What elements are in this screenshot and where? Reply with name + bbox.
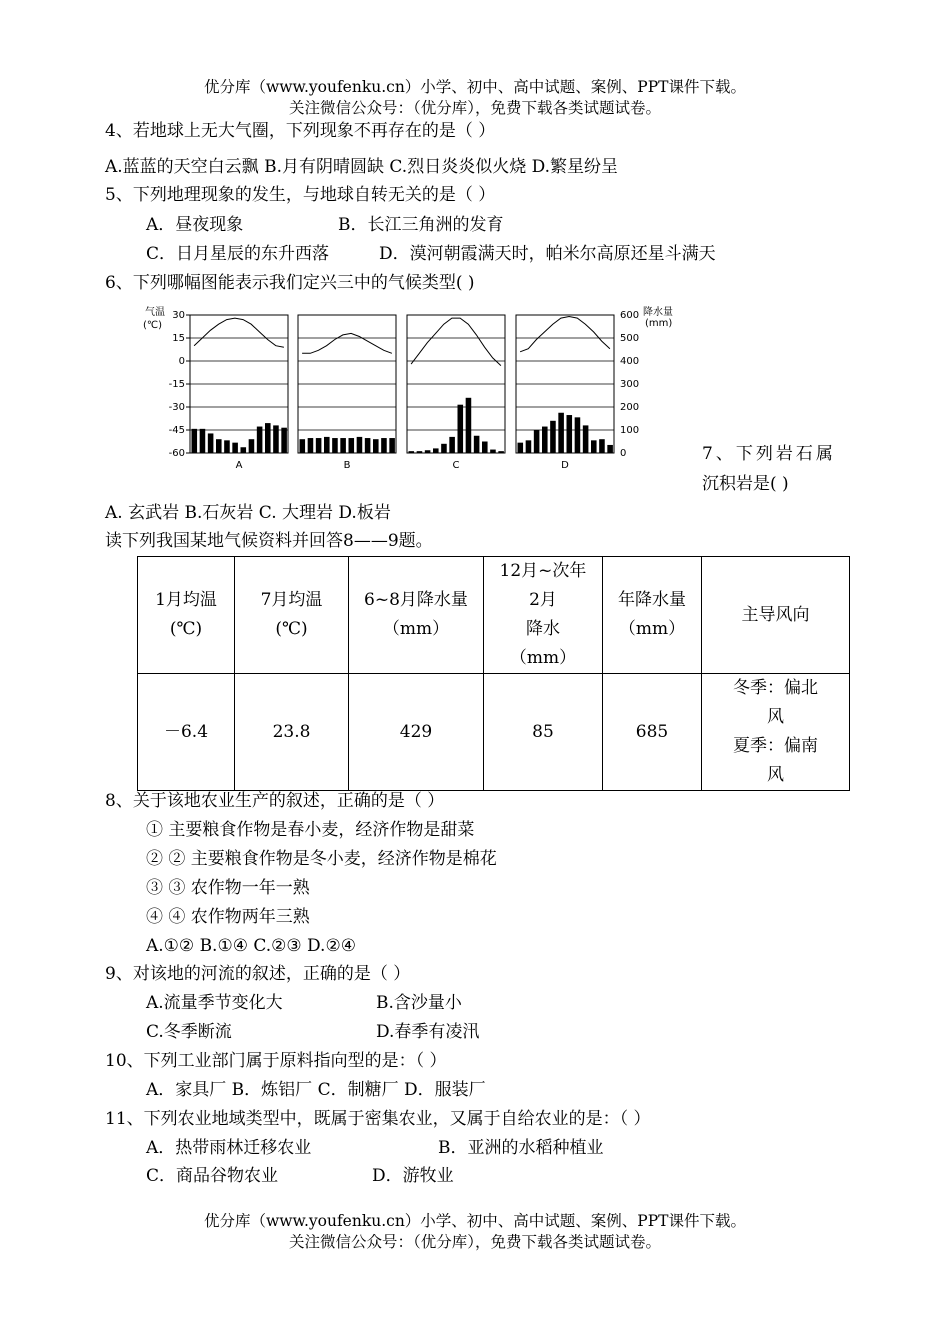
precip-bar <box>558 413 564 453</box>
temp-tick-label: 15 <box>172 333 185 344</box>
q5-option-a: A．昼夜现象 <box>146 215 244 235</box>
precip-tick-label: 500 <box>620 333 640 344</box>
precip-tick-label: 300 <box>620 379 640 390</box>
header-line-2: 关注微信公众号：（优分库），免费下载各类试题试卷。 <box>288 99 661 117</box>
precip-bar <box>466 398 472 453</box>
precip-bar <box>441 444 447 453</box>
q8-statement-3: ③ ③ 农作物一年一熟 <box>146 878 310 898</box>
climate-table <box>137 556 850 791</box>
q8-statement-4: ④ ④ 农作物两年三熟 <box>146 907 310 927</box>
precip-bar <box>373 439 379 453</box>
precip-bar <box>316 438 322 453</box>
header-jan-temp: 1月均温 (℃) <box>138 557 235 674</box>
header-winter-precip: 12月~次年 2月 降水 （mm） <box>484 557 603 674</box>
precip-bar <box>340 438 346 453</box>
precip-bar <box>425 450 431 453</box>
q9-option-c: C.冬季断流 <box>146 1022 232 1042</box>
precip-bar <box>542 427 548 453</box>
precip-bar <box>381 438 387 453</box>
precip-bar <box>409 451 415 453</box>
precip-bar <box>458 405 464 453</box>
precip-bar <box>300 439 306 453</box>
q4-options: A.蓝蓝的天空白云飘 B.月有阴晴圆缺 C.烈日炎炎似火烧 D.繁星纷呈 <box>105 157 619 177</box>
precip-bar <box>241 447 247 453</box>
q8-options: A.①② B.①④ C.②③ D.②④ <box>146 936 356 956</box>
table-row <box>138 674 850 791</box>
temp-tick-label: 30 <box>172 310 185 321</box>
footer-line-2: 关注微信公众号：（优分库），免费下载各类试题试卷。 <box>288 1233 661 1251</box>
q7-stem-line-1: 7、下列岩石属 <box>702 444 836 464</box>
precip-bar <box>273 425 279 453</box>
precip-bar <box>200 429 206 453</box>
precip-bar <box>575 417 581 453</box>
q10-stem: 10、下列工业部门属于原料指向型的是：（ ） <box>105 1051 447 1071</box>
q10-options: A．家具厂 B．炼铝厂 C．制糖厂 D．服装厂 <box>146 1080 486 1100</box>
precip-bar <box>449 437 455 453</box>
q6-stem: 6、下列哪幅图能表示我们定兴三中的气候类型( ) <box>105 273 475 293</box>
precip-bar <box>332 438 338 453</box>
q11-option-a: A．热带雨林迁移农业 <box>146 1138 312 1158</box>
q8-statement-2: ② ② 主要粮食作物是冬小麦，经济作物是棉花 <box>146 849 497 869</box>
climate-panel-a <box>190 315 288 471</box>
cell-annual-precip: 685 <box>603 674 702 791</box>
precip-bar <box>389 438 395 453</box>
temp-tick-label: -60 <box>168 448 185 459</box>
climate-panel-d <box>516 315 614 471</box>
precip-bar <box>482 442 488 454</box>
q11-stem: 11、下列农业地域类型中，既属于密集农业，又属于自给农业的是：（ ） <box>105 1109 651 1129</box>
precip-bar <box>216 439 222 453</box>
precip-tick-label: 0 <box>620 448 627 459</box>
q8-stem: 8、关于该地农业生产的叙述，正确的是（ ） <box>105 791 445 811</box>
q5-option-d: D．漠河朝霞满天时，帕米尔高原还星斗满天 <box>379 244 716 264</box>
q5-option-b: B．长江三角洲的发育 <box>338 215 504 235</box>
climate-panel-b <box>298 315 396 471</box>
precip-tick-label: 400 <box>620 356 640 367</box>
q5-stem: 5、下列地理现象的发生，与地球自转无关的是（ ） <box>105 185 496 205</box>
temp-axis-label-2: (℃) <box>143 320 163 331</box>
precip-bar <box>526 440 532 453</box>
footer-line-1: 优分库（www.youfenku.cn）小学、初中、高中试题、案例、PPT课件下载。 <box>203 1212 747 1230</box>
precip-bar <box>224 440 230 453</box>
q9-stem: 9、对该地的河流的叙述，正确的是（ ） <box>105 964 411 984</box>
temp-tick-label: -45 <box>168 425 185 436</box>
panel-label: B <box>343 460 351 471</box>
precip-bar <box>249 439 255 453</box>
precip-bar <box>192 429 198 453</box>
precip-bar <box>365 438 371 453</box>
climate-panel-c <box>407 315 505 471</box>
precip-bar <box>208 433 214 453</box>
precip-tick-label: 100 <box>620 425 640 436</box>
precip-bar <box>357 437 363 453</box>
precip-bar <box>257 427 263 453</box>
q9-option-d: D.春季有凌汛 <box>376 1022 480 1042</box>
precip-bar <box>599 439 605 453</box>
precip-bar <box>474 436 480 453</box>
precip-bar <box>591 440 597 453</box>
q8-statement-1: ① 主要粮食作物是春小麦，经济作物是甜菜 <box>146 820 475 840</box>
climate-charts <box>135 303 695 473</box>
cell-summer-precip: 429 <box>349 674 484 791</box>
q7-stem-line-2: 沉积岩是( ) <box>702 474 789 494</box>
precip-tick-label: 200 <box>620 402 640 413</box>
cell-winter-precip: 85 <box>484 674 603 791</box>
precip-bar <box>417 451 423 453</box>
table-header-row <box>138 557 850 674</box>
precip-bar <box>349 438 355 453</box>
cell-wind: 冬季：偏北 风 夏季：偏南 风 <box>702 674 850 791</box>
panel-label: D <box>561 460 569 471</box>
q11-option-c: C．商品谷物农业 <box>146 1166 279 1186</box>
q4-stem: 4、若地球上无大气圈，下列现象不再存在的是（ ） <box>105 121 496 141</box>
precip-bar <box>550 421 556 453</box>
header-line-1: 优分库（www.youfenku.cn）小学、初中、高中试题、案例、PPT课件下载。 <box>203 78 747 96</box>
precip-bar <box>498 451 504 453</box>
precip-bar <box>583 425 589 453</box>
panel-label: A <box>235 460 243 471</box>
q11-option-d: D．游牧业 <box>372 1166 454 1186</box>
precip-bar <box>534 430 540 453</box>
precip-bar <box>607 445 613 453</box>
q5-option-c: C．日月星辰的东升西落 <box>146 244 330 264</box>
cell-jan-temp: －6.4 <box>138 674 235 791</box>
precip-bar <box>265 423 271 453</box>
header-summer-precip: 6~8月降水量 （mm） <box>349 557 484 674</box>
precip-bar <box>232 443 238 453</box>
temp-tick-label: -15 <box>168 379 185 390</box>
precip-bar <box>518 443 524 453</box>
precip-bar <box>324 437 330 453</box>
precip-axis-label-2: (mm) <box>645 318 673 329</box>
header-jul-temp: 7月均温 (℃) <box>235 557 349 674</box>
precip-bar <box>308 438 314 453</box>
q9-option-b: B.含沙量小 <box>376 993 462 1013</box>
q11-option-b: B．亚洲的水稻种植业 <box>438 1138 604 1158</box>
header-wind: 主导风向 <box>702 557 850 674</box>
temp-axis-label-1: 气温 <box>145 307 165 318</box>
q7-options: A. 玄武岩 B.石灰岩 C. 大理岩 D.板岩 <box>105 503 391 523</box>
intro-8-9: 读下列我国某地气候资料并回答8——9题。 <box>105 531 433 551</box>
precip-tick-label: 600 <box>620 310 640 321</box>
precip-bar <box>567 415 573 453</box>
panel-label: C <box>452 460 460 471</box>
precip-bar <box>433 448 439 453</box>
q9-option-a: A.流量季节变化大 <box>146 993 283 1013</box>
precip-bar <box>281 428 287 453</box>
cell-jul-temp: 23.8 <box>235 674 349 791</box>
precip-axis-label-1: 降水量 <box>643 307 673 318</box>
header-annual-precip: 年降水量 （mm） <box>603 557 702 674</box>
temp-tick-label: -30 <box>168 402 185 413</box>
precip-bar <box>490 450 496 453</box>
temp-tick-label: 0 <box>178 356 185 367</box>
